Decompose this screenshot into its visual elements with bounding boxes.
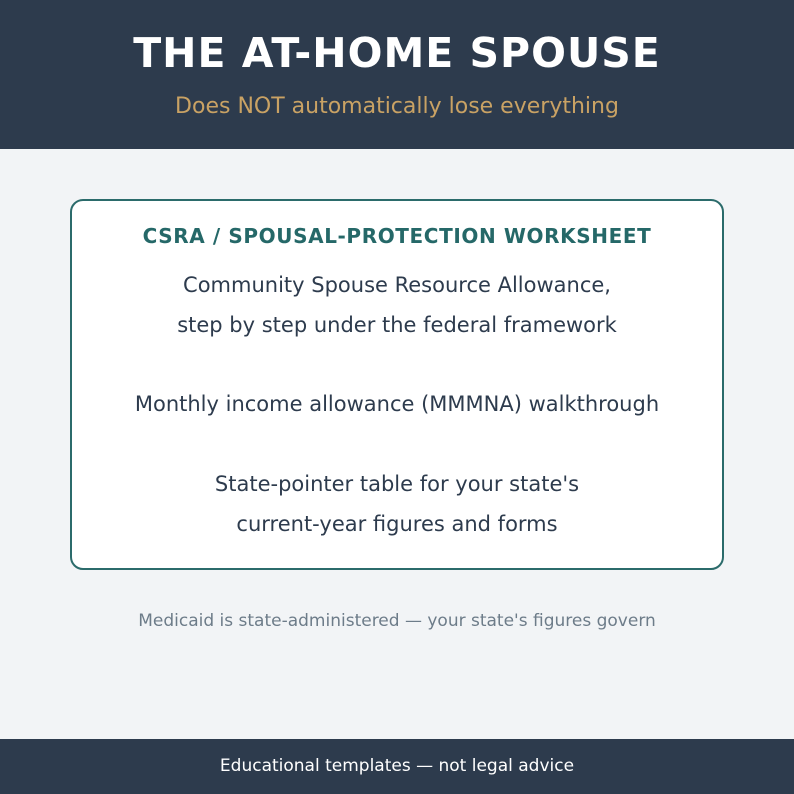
header-banner — [0, 0, 794, 149]
page-subtitle: Does NOT automatically lose everything — [175, 94, 619, 119]
worksheet-line-mmmna: Monthly income allowance (MMMNA) walkthrough — [134, 392, 660, 416]
footer-banner — [0, 739, 794, 794]
page-title: THE AT-HOME SPOUSE — [133, 29, 661, 77]
footer-text: Educational templates — not legal advice — [219, 756, 575, 776]
worksheet-line-state-table-detail: current-year figures and forms — [236, 512, 558, 536]
worksheet-card — [70, 199, 724, 570]
worksheet-line-csra: Community Spouse Resource Allowance, — [183, 273, 611, 297]
worksheet-heading: CSRA / SPOUSAL-PROTECTION WORKSHEET — [142, 224, 652, 248]
disclaimer-note: Medicaid is state-administered — your state's figures govern — [138, 611, 656, 631]
worksheet-line-state-table: State-pointer table for your state's — [214, 472, 580, 496]
worksheet-line-csra-detail: step by step under the federal framework — [177, 313, 617, 337]
